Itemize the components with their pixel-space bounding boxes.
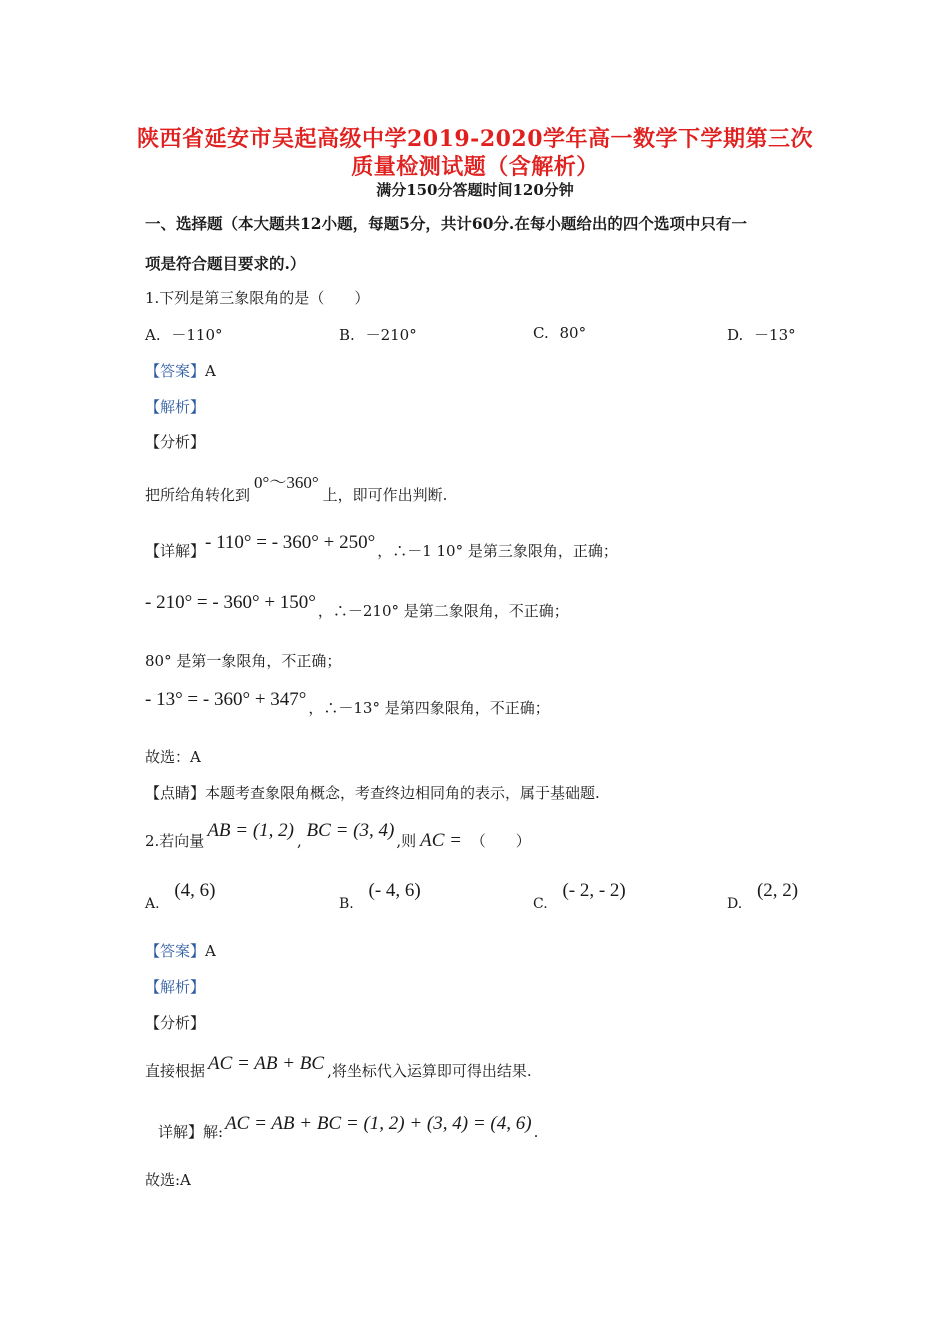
q2-stem-mid: 则 xyxy=(401,832,417,850)
q2-option-d-label: D. xyxy=(727,896,743,912)
q2-option-a-label: A. xyxy=(145,896,160,912)
q1-option-c-text: 80° xyxy=(559,324,587,342)
doc-subtitle: 满分150分答题时间120分钟 xyxy=(376,181,574,199)
q2-option-c-text: (- 2, - 2) xyxy=(562,880,626,901)
q1-detail-line2 xyxy=(145,592,569,622)
q2-detail-pre: 详解】解: xyxy=(158,1123,224,1141)
q2-stem-math1-text: AB = (1, 2) xyxy=(207,820,294,841)
q2-option-c-label: C. xyxy=(533,896,548,912)
q2-stem-pre: 2.若向量 xyxy=(145,832,205,850)
q2-answer-tag: 【答案】 xyxy=(145,942,206,960)
doc-title-line2: 质量检测试题（含解析） xyxy=(351,154,599,180)
q2-stem-math1 xyxy=(207,820,294,841)
q2-stem-math2-text: BC = (3, 4) xyxy=(306,820,395,841)
q2-option-c xyxy=(533,880,626,914)
q2-option-b-text: (- 4, 6) xyxy=(368,880,421,901)
q1-detail-line3: 80° 是第一象限角，不正确； xyxy=(145,652,342,670)
q2-fenxi-tag: 【分析】 xyxy=(145,1014,206,1032)
q1-detail1-text: ，∴－1 10° 是第三象限角，正确； xyxy=(377,542,618,560)
q1-detail1-math: - 110° = - 360° + 250° xyxy=(205,532,376,553)
q1-jiexi-tag: 【解析】 xyxy=(145,398,206,416)
q2-fenxi-pre: 直接根据 xyxy=(145,1062,206,1080)
q1-dianjing-text: 本题考查象限角概念，考查终边相同角的表示，属于基础题. xyxy=(205,784,600,802)
q1-detail-line4 xyxy=(145,689,550,719)
q1-answer xyxy=(145,360,216,381)
q2-stem-math2 xyxy=(307,820,395,841)
q1-answer-value: A xyxy=(205,362,216,380)
q2-detail xyxy=(158,1113,539,1143)
q2-option-d xyxy=(727,880,799,914)
q2-stem-math3: AC = xyxy=(420,830,467,851)
q1-detail-tag: 【详解】 xyxy=(145,542,206,560)
q1-option-a-label: A. xyxy=(145,326,161,344)
q1-option-c xyxy=(533,324,586,342)
section-heading-line1: 一、选择题（本大题共12小题，每题5分，共计60分.在每小题给出的四个选项中只有一 xyxy=(145,214,747,233)
q1-option-b-text: －210° xyxy=(365,326,417,344)
q1-dianjing-tag: 【点睛】 xyxy=(145,784,206,802)
q2-detail-post: . xyxy=(533,1123,539,1141)
q1-option-c-label: C. xyxy=(533,324,549,342)
q1-detail-line1 xyxy=(145,532,618,562)
q2-fenxi-post: ,将坐标代入运算即可得出结果. xyxy=(327,1062,532,1080)
q1-option-d-label: D. xyxy=(727,326,744,344)
q2-fenxi-body xyxy=(145,1053,532,1082)
q2-option-b xyxy=(339,880,421,914)
doc-title-line1: 陕西省延安市吴起高级中学2019-2020学年高一数学下学期第三次 xyxy=(136,126,814,152)
q2-answer xyxy=(145,940,216,961)
q2-stem-post: （ ） xyxy=(470,832,531,850)
q2-answer-value: A xyxy=(205,942,216,960)
q1-fenxi-post: 上，即可作出判断. xyxy=(322,486,448,504)
q2-option-a-text: (4, 6) xyxy=(174,880,216,901)
q1-fenxi-body xyxy=(145,473,448,505)
q2-option-b-label: B. xyxy=(339,896,354,912)
q2-jiexi-tag: 【解析】 xyxy=(145,978,206,996)
q1-option-d-text: －13° xyxy=(754,326,796,344)
section-heading-line2: 项是符合题目要求的.） xyxy=(145,254,306,273)
q1-option-b-label: B. xyxy=(339,326,355,344)
q2-fenxi-math: AC = AB + BC xyxy=(208,1053,325,1074)
q2-option-d-text: (2, 2) xyxy=(756,880,799,901)
q2-choose: 故选:A xyxy=(145,1171,191,1189)
q1-fenxi-math: 0°～360° xyxy=(254,473,319,492)
q1-option-a-text: －110° xyxy=(171,326,223,344)
q1-dianjing xyxy=(145,782,600,803)
q1-option-a xyxy=(145,324,223,345)
q2-stem: 2.若向量 AB = (1, 2) , BC = (3, 4) ,则 AC = （ ） xyxy=(145,820,531,851)
q1-option-d xyxy=(727,324,796,345)
q2-detail-math: AC = AB + BC = (1, 2) + (3, 4) = (4, 6) xyxy=(225,1113,532,1134)
q1-detail4-math: - 13° = - 360° + 347° xyxy=(145,689,307,710)
q1-option-b xyxy=(339,324,417,345)
q1-choose: 故选：A xyxy=(145,748,201,766)
q1-fenxi-tag: 【分析】 xyxy=(145,433,206,451)
q1-detail2-math: - 210° = - 360° + 150° xyxy=(145,592,316,613)
q1-stem: 1.下列是第三象限角的是（ ） xyxy=(145,289,370,307)
q1-answer-tag: 【答案】 xyxy=(145,362,206,380)
q1-detail2-text: ，∴－210° 是第二象限角，不正确； xyxy=(317,602,569,620)
q1-fenxi-pre: 把所给角转化到 xyxy=(145,486,251,504)
q2-option-a xyxy=(145,880,216,914)
q1-detail4-text: ，∴－13° 是第四象限角，不正确； xyxy=(308,699,550,717)
